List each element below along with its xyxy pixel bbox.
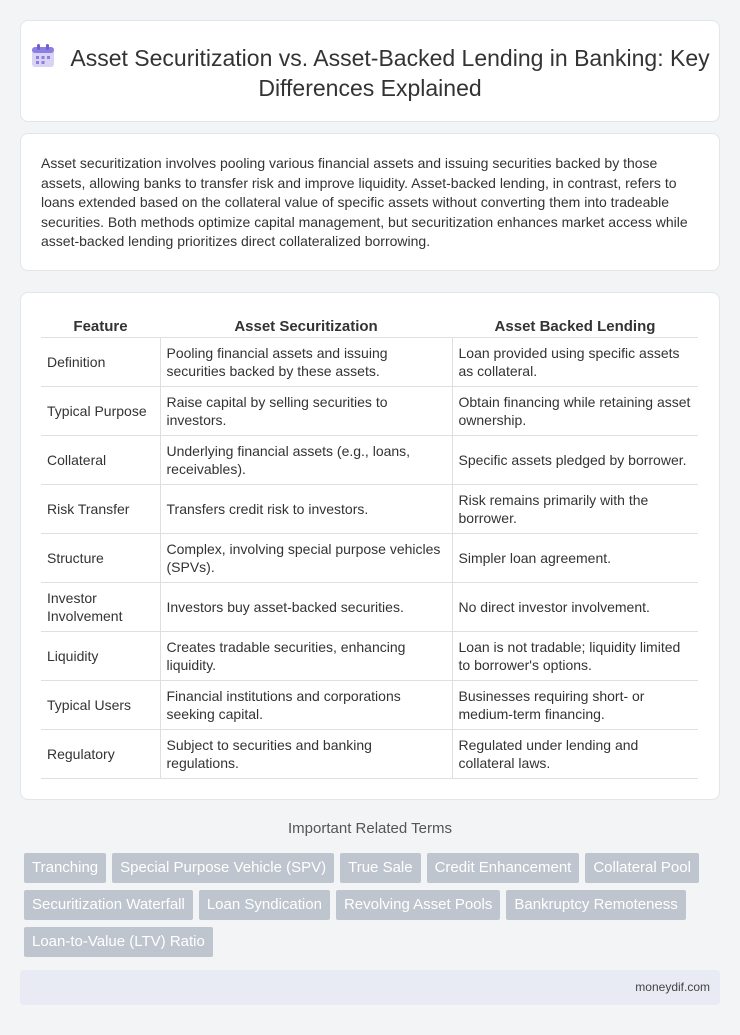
page-title-wrap (21, 43, 719, 103)
related-term-tag[interactable]: Collateral Pool (585, 853, 699, 883)
table-row (41, 729, 698, 778)
lending-cell: Simpler loan agreement. (452, 533, 698, 582)
feature-cell: Typical Purpose (41, 386, 160, 435)
page-title: Asset Securitization vs. Asset-Backed Lending in Banking: Key Differences Explained (70, 45, 710, 101)
securitization-cell: Raise capital by selling securities to investors. (160, 386, 452, 435)
table-row (41, 582, 698, 631)
related-term-tag[interactable]: Bankruptcy Remoteness (506, 890, 685, 920)
calendar-icon (30, 43, 56, 69)
related-term-tag[interactable]: True Sale (340, 853, 420, 883)
lending-cell: No direct investor involvement. (452, 582, 698, 631)
table-row (41, 680, 698, 729)
related-term-tag[interactable]: Securitization Waterfall (24, 890, 193, 920)
footer (20, 970, 720, 1005)
related-term-tag[interactable]: Tranching (24, 853, 106, 883)
lending-cell: Regulated under lending and collateral laws. (452, 729, 698, 778)
related-term-tag[interactable]: Loan-to-Value (LTV) Ratio (24, 927, 213, 957)
header-asset-backed-lending: Asset Backed Lending (452, 315, 698, 337)
feature-cell: Definition (41, 337, 160, 386)
table-row (41, 533, 698, 582)
feature-cell: Collateral (41, 435, 160, 484)
title-card (20, 20, 720, 122)
securitization-cell: Pooling financial assets and issuing securities backed by these assets. (160, 337, 452, 386)
table-row (41, 337, 698, 386)
feature-cell: Liquidity (41, 631, 160, 680)
lending-cell: Obtain financing while retaining asset ownership. (452, 386, 698, 435)
lending-cell: Loan provided using specific assets as collateral. (452, 337, 698, 386)
lending-cell: Businesses requiring short- or medium-term financing. (452, 680, 698, 729)
table-header-row (41, 315, 698, 337)
feature-cell: Structure (41, 533, 160, 582)
header-feature: Feature (41, 315, 160, 337)
securitization-cell: Subject to securities and banking regulations. (160, 729, 452, 778)
securitization-cell: Underlying financial assets (e.g., loans, receivables). (160, 435, 452, 484)
table-row (41, 484, 698, 533)
header-asset-securitization: Asset Securitization (160, 315, 452, 337)
intro-card (20, 133, 720, 271)
feature-cell: Risk Transfer (41, 484, 160, 533)
securitization-cell: Investors buy asset-backed securities. (160, 582, 452, 631)
table-row (41, 435, 698, 484)
securitization-cell: Creates tradable securities, enhancing liquidity. (160, 631, 452, 680)
footer-site-link[interactable]: moneydif.com (635, 980, 710, 994)
securitization-cell: Financial institutions and corporations seeking capital. (160, 680, 452, 729)
comparison-card (20, 292, 720, 800)
related-term-tag[interactable]: Loan Syndication (199, 890, 330, 920)
securitization-cell: Complex, involving special purpose vehicles (SPVs). (160, 533, 452, 582)
table-row (41, 386, 698, 435)
lending-cell: Risk remains primarily with the borrower. (452, 484, 698, 533)
lending-cell: Specific assets pledged by borrower. (452, 435, 698, 484)
securitization-cell: Transfers credit risk to investors. (160, 484, 452, 533)
feature-cell: Regulatory (41, 729, 160, 778)
feature-cell: Investor Involvement (41, 582, 160, 631)
lending-cell: Loan is not tradable; liquidity limited to borrower's options. (452, 631, 698, 680)
related-term-tag[interactable]: Credit Enhancement (427, 853, 580, 883)
related-terms-title: Important Related Terms (288, 820, 452, 837)
comparison-table (41, 315, 698, 779)
related-term-tag[interactable]: Special Purpose Vehicle (SPV) (112, 853, 334, 883)
intro-text: Asset securitization involves pooling various financial assets and issuing securities backed by those assets, allowing banks to transfer risk and improve liquidity. Asset-backed lending, in contrast, refers to loans extended based on the collateral value of specific assets without converting them into tradeable securities. Both methods optimize capital management, but securitization enhances market access while asset-backed lending prioritizes direct collateralized borrowing. (41, 155, 688, 250)
table-row (41, 631, 698, 680)
related-terms-list (24, 853, 714, 957)
related-term-tag[interactable]: Revolving Asset Pools (336, 890, 500, 920)
feature-cell: Typical Users (41, 680, 160, 729)
